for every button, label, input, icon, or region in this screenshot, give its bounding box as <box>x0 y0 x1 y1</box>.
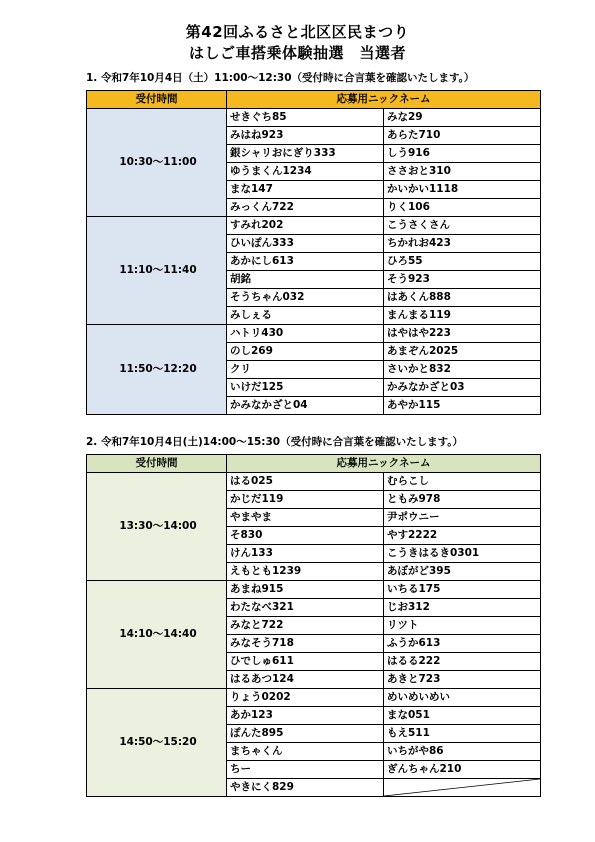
nickname-cell: あやか115 <box>384 397 541 415</box>
nickname-cell: あまね915 <box>227 581 384 599</box>
nickname-cell: みはね923 <box>227 127 384 145</box>
table-row <box>87 689 541 707</box>
nickname-cell: まちゃくん <box>227 743 384 761</box>
nickname-cell: そうちゃん032 <box>227 289 384 307</box>
nickname-cell: あぼがど395 <box>384 563 541 581</box>
nickname-cell: けん133 <box>227 545 384 563</box>
nickname-cell: ちかれお423 <box>384 235 541 253</box>
nickname-cell: ハトリ430 <box>227 325 384 343</box>
nickname-cell: じお312 <box>384 599 541 617</box>
nickname-cell: そう923 <box>384 271 541 289</box>
table-row <box>87 325 541 343</box>
nickname-cell: すみれ202 <box>227 217 384 235</box>
nickname-cell: ささおと310 <box>384 163 541 181</box>
nickname-cell: こうさくさん <box>384 217 541 235</box>
nickname-cell: かじだ119 <box>227 491 384 509</box>
column-header-time: 受付時間 <box>87 455 227 473</box>
nickname-cell: みな29 <box>384 109 541 127</box>
time-slot: 11:10～11:40 <box>87 217 227 325</box>
nickname-cell: あきと723 <box>384 671 541 689</box>
time-slot: 13:30～14:00 <box>87 473 227 581</box>
section-1-heading: 1. 令和7年10月4日（土）11:00～12:30（受付時に合言葉を確認いたします。） <box>86 72 475 84</box>
nickname-cell: リツト <box>384 617 541 635</box>
nickname-cell: クリ <box>227 361 384 379</box>
nickname-cell: ゆうまくん1234 <box>227 163 384 181</box>
nickname-cell: もえ511 <box>384 725 541 743</box>
nickname-cell: みなそう718 <box>227 635 384 653</box>
nickname-cell: 銀シャリおにぎり333 <box>227 145 384 163</box>
nickname-cell: かみなかざと03 <box>384 379 541 397</box>
time-slot: 10:30～11:00 <box>87 109 227 217</box>
table-row <box>87 217 541 235</box>
nickname-cell: はる025 <box>227 473 384 491</box>
nickname-cell: ちー <box>227 761 384 779</box>
nickname-cell: あまぞん2025 <box>384 343 541 361</box>
table-row <box>87 109 541 127</box>
time-slot: 14:10～14:40 <box>87 581 227 689</box>
nickname-cell: はやはや223 <box>384 325 541 343</box>
nickname-cell: のし269 <box>227 343 384 361</box>
nickname-cell: みっくん722 <box>227 199 384 217</box>
time-slot: 11:50～12:20 <box>87 325 227 415</box>
nickname-cell: かみなかざと04 <box>227 397 384 415</box>
table-row <box>87 581 541 599</box>
nickname-cell: ひでしゅ611 <box>227 653 384 671</box>
nickname-cell: 尹ポウニー <box>384 509 541 527</box>
nickname-cell: ふうか613 <box>384 635 541 653</box>
nickname-cell: やす2222 <box>384 527 541 545</box>
nickname-cell: はあくん888 <box>384 289 541 307</box>
nickname-cell: しう916 <box>384 145 541 163</box>
nickname-cell: むらこし <box>384 473 541 491</box>
nickname-cell: あか123 <box>227 707 384 725</box>
column-header-nicknames: 応募用ニックネーム <box>227 91 541 109</box>
winners-table-morning <box>86 90 541 415</box>
page-title: 第42回ふるさと北区区民まつり <box>185 23 410 41</box>
nickname-cell: まな147 <box>227 181 384 199</box>
diagonal-strike <box>384 779 540 796</box>
nickname-cell: まな051 <box>384 707 541 725</box>
nickname-cell: かいかい1118 <box>384 181 541 199</box>
nickname-cell: ともみ978 <box>384 491 541 509</box>
nickname-cell: めいめいめい <box>384 689 541 707</box>
nickname-cell: いちがや86 <box>384 743 541 761</box>
nickname-cell: りょう0202 <box>227 689 384 707</box>
nickname-cell: そ830 <box>227 527 384 545</box>
nickname-cell: はるあつ124 <box>227 671 384 689</box>
column-header-nicknames: 応募用ニックネーム <box>227 455 541 473</box>
nickname-cell: みしぇる <box>227 307 384 325</box>
nickname-cell: こうきはるき0301 <box>384 545 541 563</box>
nickname-cell: ぽんた895 <box>227 725 384 743</box>
nickname-cell: えもとも1239 <box>227 563 384 581</box>
empty-cell <box>384 779 541 797</box>
nickname-cell: はるる222 <box>384 653 541 671</box>
nickname-cell: いちる175 <box>384 581 541 599</box>
nickname-cell: みなと722 <box>227 617 384 635</box>
nickname-cell: まんまる119 <box>384 307 541 325</box>
nickname-cell: 胡銘 <box>227 271 384 289</box>
column-header-time: 受付時間 <box>87 91 227 109</box>
nickname-cell: ひろ55 <box>384 253 541 271</box>
nickname-cell: ぎんちゃん210 <box>384 761 541 779</box>
section-2-heading: 2. 令和7年10月4日(土)14:00～15:30（受付時に合言葉を確認いたします。） <box>86 436 464 448</box>
page-subtitle: はしご車搭乗体験抽選 当選者 <box>188 44 406 62</box>
nickname-cell: やまやま <box>227 509 384 527</box>
nickname-cell: ひいぽん333 <box>227 235 384 253</box>
nickname-cell: いけだ125 <box>227 379 384 397</box>
nickname-cell: わたなべ321 <box>227 599 384 617</box>
nickname-cell: やきにく829 <box>227 779 384 797</box>
nickname-cell: あかにし613 <box>227 253 384 271</box>
nickname-cell: あらた710 <box>384 127 541 145</box>
nickname-cell: せきぐち85 <box>227 109 384 127</box>
winners-table-afternoon <box>86 454 541 797</box>
table-row <box>87 473 541 491</box>
nickname-cell: さいかと832 <box>384 361 541 379</box>
nickname-cell: りく106 <box>384 199 541 217</box>
title-block <box>0 22 595 64</box>
time-slot: 14:50～15:20 <box>87 689 227 797</box>
